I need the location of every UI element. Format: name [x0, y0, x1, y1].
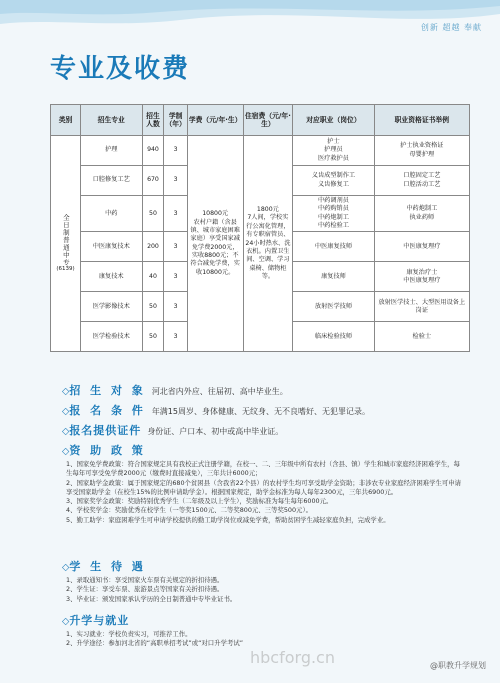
- certs-cell: 中医康复理疗: [374, 232, 469, 262]
- years-cell: 3: [164, 262, 187, 292]
- jobs-cell: 护士 护理员 医疗救护员: [293, 136, 374, 166]
- major-cell: 医学影像技术: [80, 292, 142, 322]
- table-header-cell: 招生专业: [80, 105, 142, 136]
- count-cell: 940: [142, 136, 164, 166]
- header-wave-decoration: [0, 0, 500, 40]
- watermark-site: hbcforg.cn: [250, 648, 335, 667]
- table-header-cell: 职业资格证书举例: [374, 105, 469, 136]
- major-cell: 护理: [80, 136, 142, 166]
- table-header-cell: 学费（元/年·生）: [187, 105, 243, 136]
- jobs-cell: 中医康复技师: [293, 232, 374, 262]
- career-list: [66, 630, 466, 649]
- lodging-cell: 1800元 7人间，学校实行公寓化管理，有专职宿管员、24小时热水、洗衣机。内置卫生间、空调、学习桌椅、储物柜等。: [243, 136, 293, 352]
- jobs-cell: 临床检验技师: [293, 322, 374, 352]
- count-cell: 50: [142, 196, 164, 232]
- category-code: (6139): [56, 266, 75, 273]
- major-cell: 中药: [80, 196, 142, 232]
- years-cell: 3: [164, 196, 187, 232]
- certs-cell: 康复治疗士 中医康复理疗: [374, 262, 469, 292]
- tagline: 创新 超越 奉献: [420, 23, 482, 32]
- list-item: 1、录取通知书：享受国家火车票有关规定的折扣待遇。: [66, 576, 224, 584]
- page-title: 专业及收费: [50, 54, 191, 84]
- years-cell: 3: [164, 166, 187, 196]
- tuition-cell: 10800元 农村户籍（含县镇、城市家庭困难家庭）享受国家减免学费2000元，实收8800元；不符合减免学费，实收10800元。: [187, 136, 243, 352]
- section-conditions: ◇报 名 条 件 年满15周岁、身体健康、无纹身、无不良嗜好、无犯罪记录。: [62, 404, 370, 417]
- list-item: 3、国家奖学金政策：奖励特别优秀学生（二年级及以上学生），奖励标准为每生每年6000元。: [66, 497, 333, 506]
- table-header-cell: 对应职业（岗位）: [293, 105, 374, 136]
- certs-cell: 护士执业资格证 母婴护理: [374, 136, 469, 166]
- table-header-cell: 招生人数: [142, 105, 164, 136]
- jobs-cell: 义齿成型制作工 义齿修复工: [293, 166, 374, 196]
- major-cell: 医学检验技术: [80, 322, 142, 352]
- jobs-cell: 放射医学技师: [293, 292, 374, 322]
- category-cell: [51, 136, 81, 352]
- list-item: 1、国家免学费政策：符合国家规定具有我校正式注册学籍，在校一、二、三年级中所有农村（含县、镇）学生和城市家庭经济困难学生，每生每年可享受免学费2000元（缴费时直接减免），三年共计6000元；: [66, 460, 460, 478]
- table-header-row: [51, 105, 470, 136]
- count-cell: 670: [142, 166, 164, 196]
- section-documents: ◇报名提供证件 身份证、户口本、初中或高中毕业证。: [62, 424, 284, 437]
- jobs-cell: 中药调剂员 中药购销员 中药炮制工 中药检验工: [293, 196, 374, 232]
- count-cell: 50: [142, 322, 164, 352]
- section-treatment: ◇学 生 待 遇: [62, 560, 146, 573]
- table-header-cell: 学制（年）: [164, 105, 187, 136]
- table-header-cell: 类别: [51, 105, 81, 136]
- list-item: 2、国家助学金政策：属于国家规定的680个贫困县（含我省22个县）的农村学生均可享受助学金资助；非涉农专业家庭经济困难学生可申请享受国家助学金（在校生15%的比例申请助学金）。根据国家规定，助学金标准为每人每年2300元，三年共6900元。: [66, 478, 462, 496]
- fee-table: [50, 104, 470, 352]
- list-item: 3、毕业证：颁发国家承认学历的全日制普通中专毕业证书。: [66, 594, 237, 603]
- count-cell: 40: [142, 262, 164, 292]
- section-aid: ◇资 助 政 策: [62, 444, 146, 457]
- list-item: 2、学生证：享受车票、旅游景点等国家有关折扣待遇。: [66, 585, 224, 594]
- list-item: 2、升学途径：参加河北省的“高职单招考试”或“对口升学考试”: [66, 639, 244, 648]
- aid-policy-list: [66, 460, 466, 525]
- certs-cell: 中药炮制工 执业药师: [374, 196, 469, 232]
- section-target: ◇招 生 对 象 河北省内外应、往届初、高中毕业生。: [62, 384, 288, 397]
- certs-cell: 口腔固定工艺 口腔活动工艺: [374, 166, 469, 196]
- section-career: ◇升学与就业: [62, 614, 130, 627]
- table-header-cell: 住宿费（元/年·生）: [243, 105, 293, 136]
- treatment-list: [66, 576, 466, 604]
- jobs-cell: 康复技师: [293, 262, 374, 292]
- major-cell: 中医康复技术: [80, 232, 142, 262]
- count-cell: 50: [142, 292, 164, 322]
- years-cell: 3: [164, 232, 187, 262]
- list-item: 1、实习就业：学校负责实习，可推荐工作。: [66, 630, 192, 638]
- certs-cell: 检验士: [374, 322, 469, 352]
- years-cell: 3: [164, 322, 187, 352]
- major-cell: 口腔修复工艺: [80, 166, 142, 196]
- list-item: 4、学校奖学金：奖励优秀在校学生（一等奖1500元、二等奖800元、三等奖500元）。: [66, 506, 313, 515]
- years-cell: 3: [164, 292, 187, 322]
- list-item: 5、勤工助学：家庭困难学生可申请学校提供的勤工助学岗位或减免学费，帮助贫困学生减轻家庭负担，完成学业。: [66, 515, 390, 524]
- certs-cell: 放射医学技士、大型医用设备上岗证: [374, 292, 469, 322]
- major-cell: 康复技术: [80, 262, 142, 292]
- count-cell: 200: [142, 232, 164, 262]
- category-label: 全日制普通中专: [61, 213, 70, 267]
- table-row: [51, 136, 470, 166]
- watermark-account: @职教升学规划: [430, 661, 486, 670]
- years-cell: 3: [164, 136, 187, 166]
